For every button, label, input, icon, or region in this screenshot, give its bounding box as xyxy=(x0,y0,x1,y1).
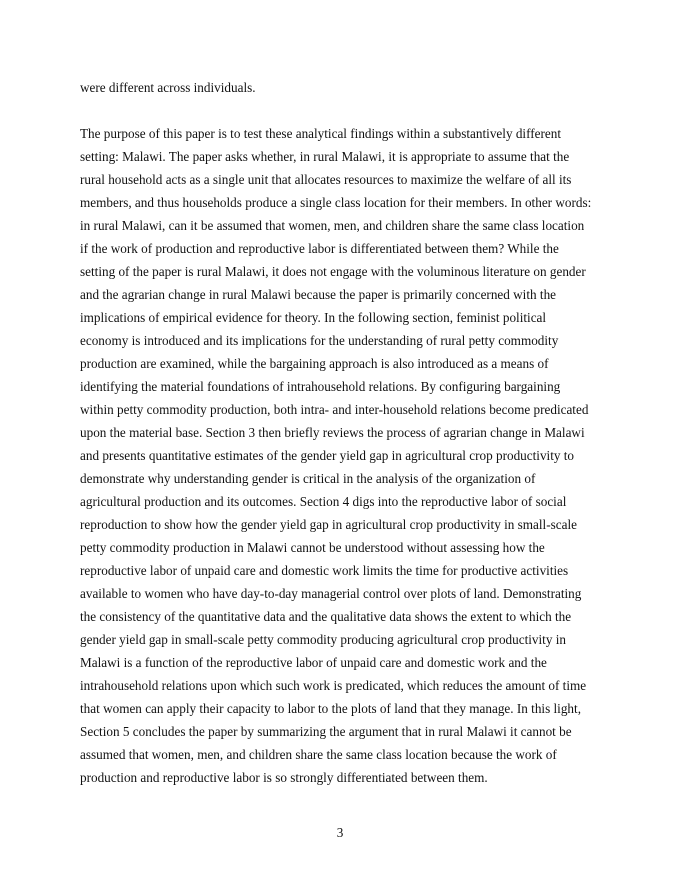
paragraph-line: upon the material base. Section 3 then briefly reviews the process of agrarian change in Malawi xyxy=(80,425,585,440)
paragraph-line: in rural Malawi, can it be assumed that women, men, and children share the same class location xyxy=(80,218,585,233)
paragraph-line: demonstrate why understanding gender is critical in the analysis of the organization of xyxy=(80,471,536,486)
paragraph-line: the consistency of the quantitative data and the qualitative data shows the extent to which the xyxy=(80,609,572,624)
paragraph-line: rural household acts as a single unit that allocates resources to maximize the welfare of all its xyxy=(80,172,572,187)
paragraph-line: gender yield gap in small-scale petty commodity producing agricultural crop productivity in xyxy=(80,632,566,647)
paragraph-line: identifying the material foundations of intrahousehold relations. By configuring bargaining xyxy=(80,379,561,394)
paragraph-line: intrahousehold relations upon which such work is predicated, which reduces the amount of time xyxy=(80,678,587,693)
paragraph-line: reproductive labor of unpaid care and domestic work limits the time for productive activities xyxy=(80,563,569,578)
paragraph-line: reproduction to show how the gender yield gap in agricultural crop productivity in small-scale xyxy=(80,517,577,532)
paragraph-line: production are examined, while the bargaining approach is also introduced as a means of xyxy=(80,356,549,371)
page-number: 3 xyxy=(336,825,344,840)
paragraph-line: The purpose of this paper is to test these analytical findings within a substantively different xyxy=(80,126,561,141)
paragraph-line: petty commodity production in Malawi cannot be understood without assessing how the xyxy=(80,540,545,555)
paragraph-line: available to women who have day-to-day managerial control over plots of land. Demonstrating xyxy=(80,586,582,601)
paragraph-line: agricultural production and its outcomes. Section 4 digs into the reproductive labor of social xyxy=(80,494,567,509)
paragraph-line: economy is introduced and its implications for the understanding of rural petty commodity xyxy=(80,333,559,348)
paragraph-line: if the work of production and reproductive labor is differentiated between them? While the xyxy=(80,241,559,256)
paragraph-line: setting of the paper is rural Malawi, it does not engage with the voluminous literature on gender xyxy=(80,264,586,279)
paragraph-line: that women can apply their capacity to labor to the plots of land that they manage. In this light, xyxy=(80,701,581,716)
paragraph-line: and presents quantitative estimates of the gender yield gap in agricultural crop productivity to xyxy=(80,448,575,463)
paragraph-line: production and reproductive labor is so strongly differentiated between them. xyxy=(80,770,488,785)
carryover-text-line: were different across individuals. xyxy=(80,80,256,95)
paragraph-line: assumed that women, men, and children share the same class location because the work of xyxy=(80,747,557,762)
paragraph-line: setting: Malawi. The paper asks whether, in rural Malawi, it is appropriate to assume that the xyxy=(80,149,570,164)
paragraph-line: implications of empirical evidence for theory. In the following section, feminist political xyxy=(80,310,547,325)
paragraph-line: within petty commodity production, both intra- and inter-household relations become predicated xyxy=(80,402,589,417)
paragraph-line: Malawi is a function of the reproductive labor of unpaid care and domestic work and the xyxy=(80,655,547,670)
paragraph-line: Section 5 concludes the paper by summarizing the argument that in rural Malawi it cannot be xyxy=(80,724,572,739)
paragraph-line: members, and thus households produce a single class location for their members. In other words: xyxy=(80,195,592,210)
paragraph-line: and the agrarian change in rural Malawi because the paper is primarily concerned with the xyxy=(80,287,557,302)
